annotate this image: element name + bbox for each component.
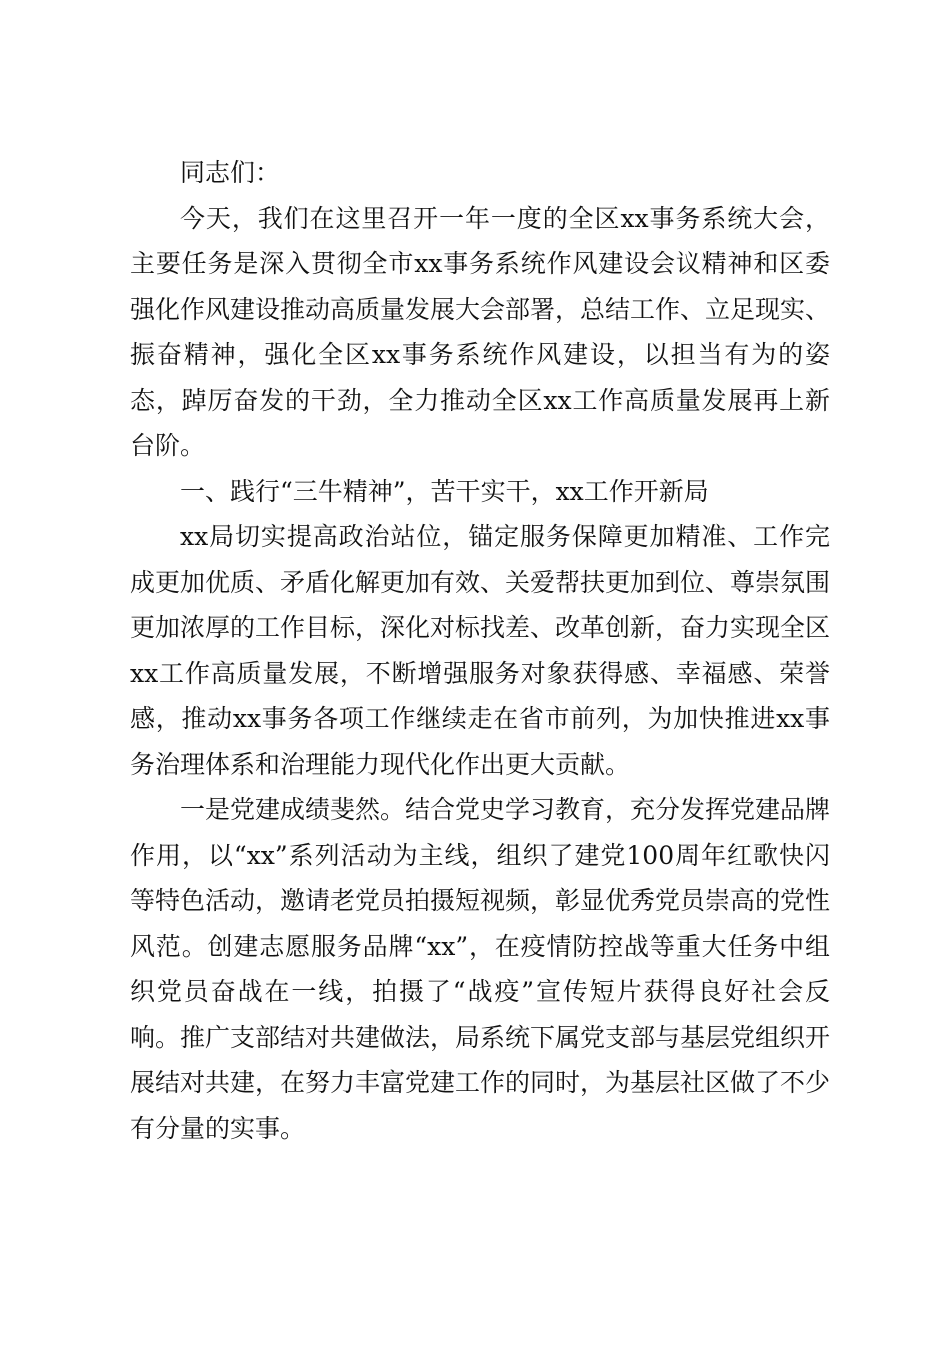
paragraph-party-building: 一是党建成绩斐然。结合党史学习教育，充分发挥党建品牌作用，以“xx”系列活动为主线，组织了建党100周年红歌快闪等特色活动，邀请老党员拍摄短视频，彰显优秀党员崇高的党性风范。创建志愿服务品牌“xx”，在疫情防控战等重大任务中组织党员奋战在一线，拍摄了“战疫”宣传短片获得良好社会反响。推广支部结对共建做法，局系统下属党支部与基层党组织开展结对共建，在努力丰富党建工作的同时，为基层社区做了不少有分量的实事。	[130, 795, 831, 1143]
paragraph-section-intro: xx局切实提高政治站位，锚定服务保障更加精准、工作完成更加优质、矛盾化解更加有效、关爱帮扶更加到位、尊崇氛围更加浓厚的工作目标，深化对标找差、改革创新，奋力实现全区xx工作高质量发展，不断增强服务对象获得感、幸福感、荣誉感，推动xx事务各项工作继续走在省市前列，为加快推进xx事务治理体系和治理能力现代化作出更大贡献。	[130, 522, 831, 779]
paragraph-opening: 今天，我们在这里召开一年一度的全区xx事务系统大会，主要任务是深入贯彻全市xx事务系统作风建设会议精神和区委强化作风建设推动高质量发展大会部署，总结工作、立足现实、振奋精神，强化全区xx事务系统作风建设，以担当有为的姿态，踔厉奋发的干劲，全力推动全区xx工作高质量发展再上新台阶。	[130, 203, 831, 460]
section-heading-1: 一、践行“三牛精神”，苦干实干，xx工作开新局	[180, 476, 709, 506]
document-body	[130, 150, 830, 1151]
salutation: 同志们：	[180, 158, 281, 187]
